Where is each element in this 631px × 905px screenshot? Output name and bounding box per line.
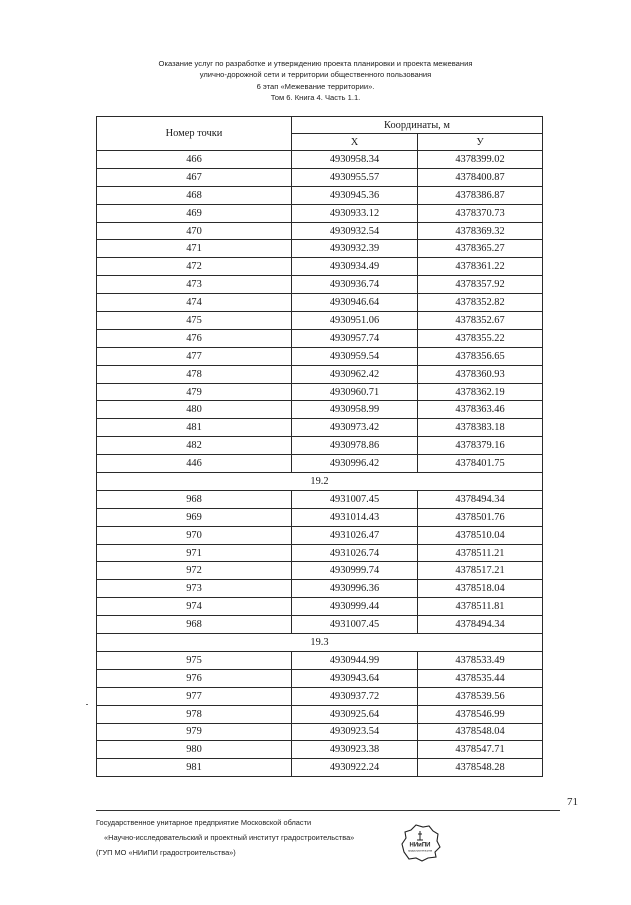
cell-x: 4930933.12 <box>292 204 418 222</box>
document-header <box>0 58 631 104</box>
cell-y: 4378363.46 <box>418 401 543 419</box>
cell-x: 4930946.64 <box>292 294 418 312</box>
cell-y: 4378494.34 <box>418 616 543 634</box>
table-row <box>97 669 543 687</box>
cell-y: 4378362.19 <box>418 383 543 401</box>
cell-point: 471 <box>97 240 292 258</box>
table-row <box>97 455 543 473</box>
cell-point: 466 <box>97 151 292 169</box>
cell-x: 4930925.64 <box>292 705 418 723</box>
section-row <box>97 473 543 491</box>
cell-x: 4930923.38 <box>292 741 418 759</box>
cell-y: 4378533.49 <box>418 651 543 669</box>
cell-point: 974 <box>97 598 292 616</box>
cell-y: 4378539.56 <box>418 687 543 705</box>
cell-y: 4378494.34 <box>418 490 543 508</box>
footer-rule <box>96 810 560 811</box>
cell-point: 446 <box>97 455 292 473</box>
cell-x: 4930996.42 <box>292 455 418 473</box>
niipi-logo-icon <box>398 822 442 862</box>
cell-point: 971 <box>97 544 292 562</box>
cell-x: 4930999.44 <box>292 598 418 616</box>
table-row <box>97 759 543 777</box>
cell-y: 4378361.22 <box>418 258 543 276</box>
logo-text-bottom: градостроительства <box>407 849 433 853</box>
cell-x: 4930996.36 <box>292 580 418 598</box>
cell-point: 472 <box>97 258 292 276</box>
cell-y: 4378356.65 <box>418 347 543 365</box>
table-row <box>97 222 543 240</box>
cell-point: 977 <box>97 687 292 705</box>
table-row <box>97 437 543 455</box>
column-header-coordinates: Координаты, м <box>292 117 543 134</box>
cell-y: 4378401.75 <box>418 455 543 473</box>
cell-y: 4378518.04 <box>418 580 543 598</box>
table-row <box>97 723 543 741</box>
footer <box>96 815 426 860</box>
cell-point: 968 <box>97 490 292 508</box>
cell-point: 980 <box>97 741 292 759</box>
cell-y: 4378352.67 <box>418 312 543 330</box>
cell-point: 978 <box>97 705 292 723</box>
table-row <box>97 562 543 580</box>
table-row <box>97 151 543 169</box>
cell-y: 4378400.87 <box>418 168 543 186</box>
cell-x: 4930934.49 <box>292 258 418 276</box>
cell-y: 4378360.93 <box>418 365 543 383</box>
table-row <box>97 276 543 294</box>
cell-x: 4930944.99 <box>292 651 418 669</box>
table-row <box>97 741 543 759</box>
table-row <box>97 508 543 526</box>
cell-point: 475 <box>97 312 292 330</box>
table-row <box>97 347 543 365</box>
table-row <box>97 329 543 347</box>
table-row <box>97 580 543 598</box>
table-row <box>97 616 543 634</box>
table-row <box>97 526 543 544</box>
cell-point: 973 <box>97 580 292 598</box>
cell-point: 473 <box>97 276 292 294</box>
cell-point: 481 <box>97 419 292 437</box>
header-line-2: улично-дорожной сети и территории общественного пользования <box>199 70 432 80</box>
table-row <box>97 401 543 419</box>
table-row <box>97 365 543 383</box>
cell-x: 4930943.64 <box>292 669 418 687</box>
coordinates-table <box>96 116 543 777</box>
cell-x: 4930957.74 <box>292 329 418 347</box>
table-row <box>97 204 543 222</box>
header-line-4: Том 6. Книга 4. Часть 1.1. <box>270 93 361 103</box>
cell-point: 477 <box>97 347 292 365</box>
cell-x: 4930978.86 <box>292 437 418 455</box>
table-row <box>97 687 543 705</box>
cell-point: 981 <box>97 759 292 777</box>
cell-y: 4378501.76 <box>418 508 543 526</box>
cell-point: 970 <box>97 526 292 544</box>
footer-line-2: «Научно-исследовательский и проектный институт градостроительства» <box>104 833 355 842</box>
column-header-point: Номер точки <box>97 117 292 151</box>
cell-x: 4930932.54 <box>292 222 418 240</box>
cell-x: 4930932.39 <box>292 240 418 258</box>
table-row <box>97 544 543 562</box>
cell-x: 4931014.43 <box>292 508 418 526</box>
cell-x: 4931026.74 <box>292 544 418 562</box>
table-row <box>97 651 543 669</box>
cell-x: 4930936.74 <box>292 276 418 294</box>
cell-point: 476 <box>97 329 292 347</box>
cell-x: 4931026.47 <box>292 526 418 544</box>
cell-point: 479 <box>97 383 292 401</box>
section-label: 19.3 <box>97 634 543 652</box>
cell-y: 4378370.73 <box>418 204 543 222</box>
cell-x: 4930923.54 <box>292 723 418 741</box>
table-body <box>97 151 543 777</box>
footer-line-1: Государственное унитарное предприятие Московской области <box>96 818 312 827</box>
cell-x: 4930959.54 <box>292 347 418 365</box>
table-row <box>97 598 543 616</box>
cell-point: 470 <box>97 222 292 240</box>
cell-point: 478 <box>97 365 292 383</box>
table-row <box>97 294 543 312</box>
cell-point: 467 <box>97 168 292 186</box>
column-header-y: У <box>418 134 543 151</box>
cell-point: 976 <box>97 669 292 687</box>
cell-x: 4930962.42 <box>292 365 418 383</box>
table-row <box>97 490 543 508</box>
cell-y: 4378548.04 <box>418 723 543 741</box>
cell-y: 4378535.44 <box>418 669 543 687</box>
cell-point: 469 <box>97 204 292 222</box>
table-row <box>97 419 543 437</box>
table-row <box>97 383 543 401</box>
cell-x: 4931007.45 <box>292 490 418 508</box>
cell-y: 4378547.71 <box>418 741 543 759</box>
cell-x: 4930945.36 <box>292 186 418 204</box>
cell-y: 4378511.21 <box>418 544 543 562</box>
cell-x: 4930955.57 <box>292 168 418 186</box>
cell-point: 474 <box>97 294 292 312</box>
header-line-1: Оказание услуг по разработке и утверждению проекта планировки и проекта межевания <box>158 59 473 68</box>
cell-y: 4378511.81 <box>418 598 543 616</box>
cell-y: 4378355.22 <box>418 329 543 347</box>
cell-y: 4378386.87 <box>418 186 543 204</box>
cell-point: 480 <box>97 401 292 419</box>
table-row <box>97 312 543 330</box>
cell-point: 979 <box>97 723 292 741</box>
cell-x: 4930951.06 <box>292 312 418 330</box>
cell-x: 4930999.74 <box>292 562 418 580</box>
scan-speck <box>86 704 88 705</box>
cell-y: 4378546.99 <box>418 705 543 723</box>
cell-point: 468 <box>97 186 292 204</box>
cell-y: 4378383.18 <box>418 419 543 437</box>
cell-y: 4378510.04 <box>418 526 543 544</box>
cell-point: 968 <box>97 616 292 634</box>
cell-y: 4378517.21 <box>418 562 543 580</box>
cell-y: 4378365.27 <box>418 240 543 258</box>
table-row <box>97 240 543 258</box>
cell-x: 4930960.71 <box>292 383 418 401</box>
cell-y: 4378369.32 <box>418 222 543 240</box>
cell-y: 4378548.28 <box>418 759 543 777</box>
cell-x: 4931007.45 <box>292 616 418 634</box>
cell-y: 4378379.16 <box>418 437 543 455</box>
cell-x: 4930958.34 <box>292 151 418 169</box>
cell-x: 4930922.24 <box>292 759 418 777</box>
table-row <box>97 705 543 723</box>
section-row <box>97 634 543 652</box>
cell-point: 969 <box>97 508 292 526</box>
cell-y: 4378352.82 <box>418 294 543 312</box>
page-number: 71 <box>567 796 578 808</box>
cell-x: 4930973.42 <box>292 419 418 437</box>
table-row <box>97 168 543 186</box>
logo-text-top: НИиПИ <box>409 842 431 849</box>
table-row <box>97 258 543 276</box>
cell-point: 972 <box>97 562 292 580</box>
footer-line-3: (ГУП МО «НИиПИ градостроительства») <box>96 848 236 857</box>
table-row <box>97 186 543 204</box>
section-label: 19.2 <box>97 473 543 491</box>
header-line-3: 6 этап «Межевание территории». <box>256 81 375 91</box>
cell-y: 4378357.92 <box>418 276 543 294</box>
cell-y: 4378399.02 <box>418 151 543 169</box>
cell-x: 4930937.72 <box>292 687 418 705</box>
cell-x: 4930958.99 <box>292 401 418 419</box>
cell-point: 975 <box>97 651 292 669</box>
cell-point: 482 <box>97 437 292 455</box>
column-header-x: X <box>292 134 418 151</box>
